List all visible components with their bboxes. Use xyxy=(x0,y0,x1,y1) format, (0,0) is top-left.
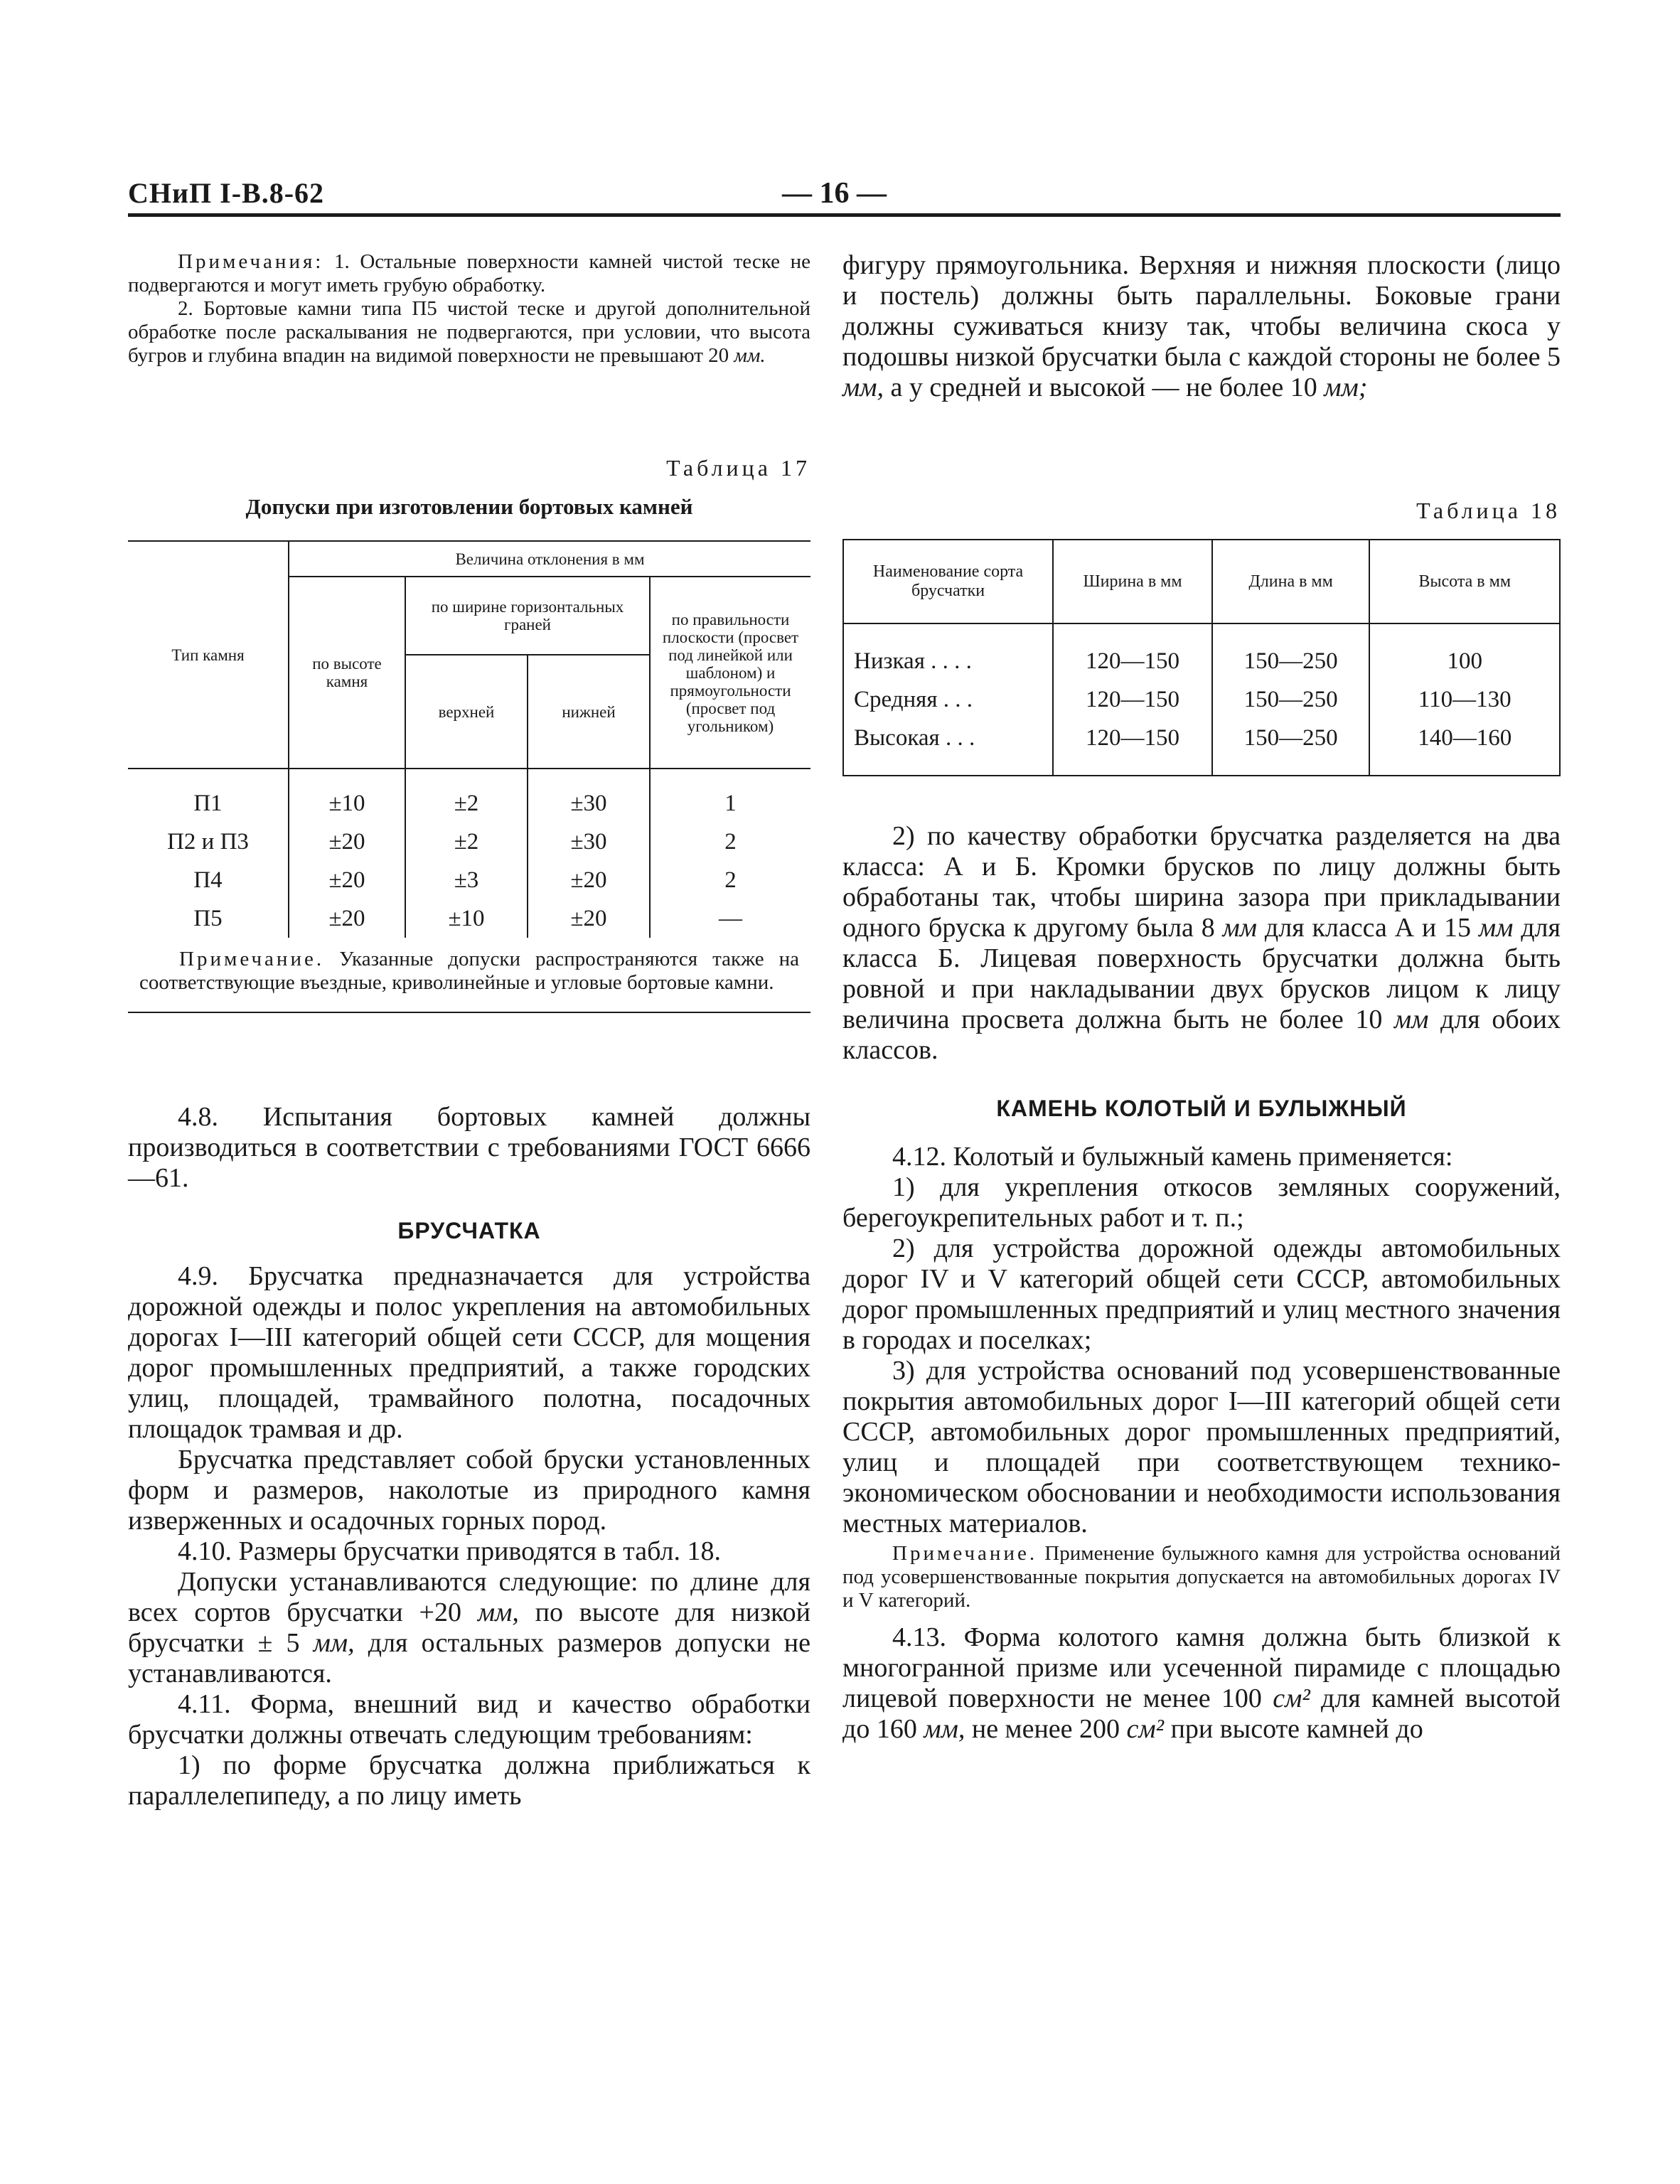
page-number: — 16 — xyxy=(782,177,887,210)
left-body-text xyxy=(128,1102,810,1811)
table-row: П1 ±10 ±2 ±30 1 xyxy=(128,769,810,823)
header-rule xyxy=(128,213,1561,217)
para-4-9-b: Брусчатка представляет собой бруски установленных форм и размеров, наколотые из природного камня изверженных и осадочных горных пород. xyxy=(128,1445,810,1536)
t17-header-deviation: Величина отклонения в мм xyxy=(289,541,810,577)
para-4-12-2: 2) для устройства дорожной одежды автомобильных дорог IV и V категорий общей сети СССР, автомобильных дорог промышленных предприятий и улиц местного значения в городах и поселках; xyxy=(842,1233,1561,1355)
t17-header-upper: верхней xyxy=(405,655,528,769)
t17-header-type: Тип камня xyxy=(128,541,289,769)
left-notes xyxy=(128,250,810,368)
para-4-10-b: Допуски устанавливаются следующие: по длине для всех сортов брусчатки +20 мм, по высоте для низкой брусчатки ± 5 мм, для остальных размеров допуски не устанавливаются. xyxy=(128,1567,811,1688)
para-4-11-1: 1) по форме брусчатка должна приближаться к параллелепипеду, а по лицу иметь xyxy=(128,1750,810,1811)
table18-label: Таблица 18 xyxy=(1416,498,1561,523)
section-heading-kamen: КАМЕНЬ КОЛОТЫЙ И БУЛЫЖНЫЙ xyxy=(996,1096,1407,1121)
right-note: Примечание. Применение булыжного камня для устройства оснований под усовершенствованные покрытия допускается на автомобильных дорогах IV и V категорий. xyxy=(842,1542,1561,1612)
right-body-text xyxy=(842,821,1561,1745)
table-row: Низкая . . . . 120—150 150—250 100 xyxy=(843,623,1560,680)
t17-header-height: по высоте камня xyxy=(289,577,405,769)
para-4-12-1: 1) для укрепления откосов земляных сооружений, берегоукрепительных работ и т. п.; xyxy=(842,1172,1561,1233)
table-row: П2 и П3 ±20 ±2 ±30 2 xyxy=(128,823,810,861)
t18-header-length: Длина в мм xyxy=(1212,540,1370,623)
notes-title: Примечания: xyxy=(178,250,324,273)
para-2-quality: 2) по качеству обработки брусчатка разделяется на два класса: А и Б. Кромки брусков по лицу должны быть обработаны так, чтобы ширина зазора при прикладывании одного бруска к другому была 8 мм для класса А и 15 мм для класса Б. Лицевая поверхность брусчатки должна быть ровной и при накладывании двух брусков лицом к лицу величина просвета должна быть не более 10 мм для обоих классов. xyxy=(842,821,1561,1065)
document-code: СНиП I-В.8-62 xyxy=(128,177,325,209)
table-18 xyxy=(842,539,1561,776)
para-4-10: 4.10. Размеры брусчатки приводятся в табл. 18. xyxy=(178,1536,721,1566)
para-continued: фигуру прямоугольника. Верхняя и нижняя плоскости (лицо и постель) должны быть параллельны. Боковые грани должны суживаться книзу так, чтобы величина скоса у подошвы низкой брусчатки была с каждой стороны не более 5 мм, а у средней и высокой — не более 10 мм; xyxy=(842,250,1561,402)
t17-header-width: по ширине горизонтальных граней xyxy=(405,577,650,655)
t17-note: Примечание. Указанные допуски распространяются также на соответствующие въездные, криволинейные и угловые бортовые камни. xyxy=(128,938,810,1012)
table-row: П4 ±20 ±3 ±20 2 xyxy=(128,861,810,899)
note-2: 2. Бортовые камни типа П5 чистой теске и другой дополнительной обработке после раскалывания не подвергаются, при условии, что высота бугров и глубина впадин на видимой поверхности не превышают 20 мм. xyxy=(128,297,810,367)
para-4-9: 4.9. Брусчатка предназначается для устройства дорожной одежды и полос укрепления на автомобильных дорогах I—III категорий общей сети СССР, для мощения дорог промышленных предприятий, а также городских улиц, площадей, трамвайного полотна, посадочных площадок трамвая и др. xyxy=(128,1261,810,1444)
t17-header-lower: нижней xyxy=(528,655,650,769)
t18-header-name: Наименование сорта брусчатки xyxy=(843,540,1053,623)
table-row: Высокая . . . 120—150 150—250 140—160 xyxy=(843,719,1560,776)
note-1: Примечания: 1. Остальные поверхности камней чистой теске не подвергаются и могут иметь грубую обработку. xyxy=(128,250,810,296)
section-heading-bruschatka: БРУСЧАТКА xyxy=(397,1218,541,1243)
t17-header-flatness: по правильности плоскости (просвет под линейкой или шаблоном) и прямоугольности (просвет под угольником) xyxy=(650,577,810,769)
table17-label: Таблица 17 xyxy=(666,455,810,481)
table-17 xyxy=(128,540,810,1013)
para-4-12-3: 3) для устройства оснований под усовершенствованные покрытия автомобильных дорог I—III категорий общей сети СССР, автомобильных дорог промышленных предприятий, улиц и площадей при соответствующем технико-экономическом обосновании и необходимости использования местных материалов. xyxy=(842,1356,1561,1538)
para-4-13: 4.13. Форма колотого камня должна быть близкой к многогранной призме или усеченной пирамиде с площадью лицевой поверхности не менее 100 см² для камней высотой до 160 мм, не менее 200 см² при высоте камней до xyxy=(842,1622,1561,1744)
t18-header-width: Ширина в мм xyxy=(1053,540,1212,623)
para-4-11: 4.11. Форма, внешний вид и качество обработки брусчатки должны отвечать следующим требованиям: xyxy=(128,1689,810,1750)
t18-header-height: Высота в мм xyxy=(1369,540,1560,623)
table-row: П5 ±20 ±10 ±20 — xyxy=(128,899,810,938)
para-4-12: 4.12. Колотый и булыжный камень применяется: xyxy=(892,1142,1453,1172)
table17-title: Допуски при изготовлении бортовых камней xyxy=(245,494,693,519)
table-row: Средняя . . . 120—150 150—250 110—130 xyxy=(843,680,1560,719)
right-top-text xyxy=(842,250,1561,403)
para-4-8: 4.8. Испытания бортовых камней должны производиться в соответствии с требованиями ГОСТ 6666—61. xyxy=(128,1102,810,1193)
